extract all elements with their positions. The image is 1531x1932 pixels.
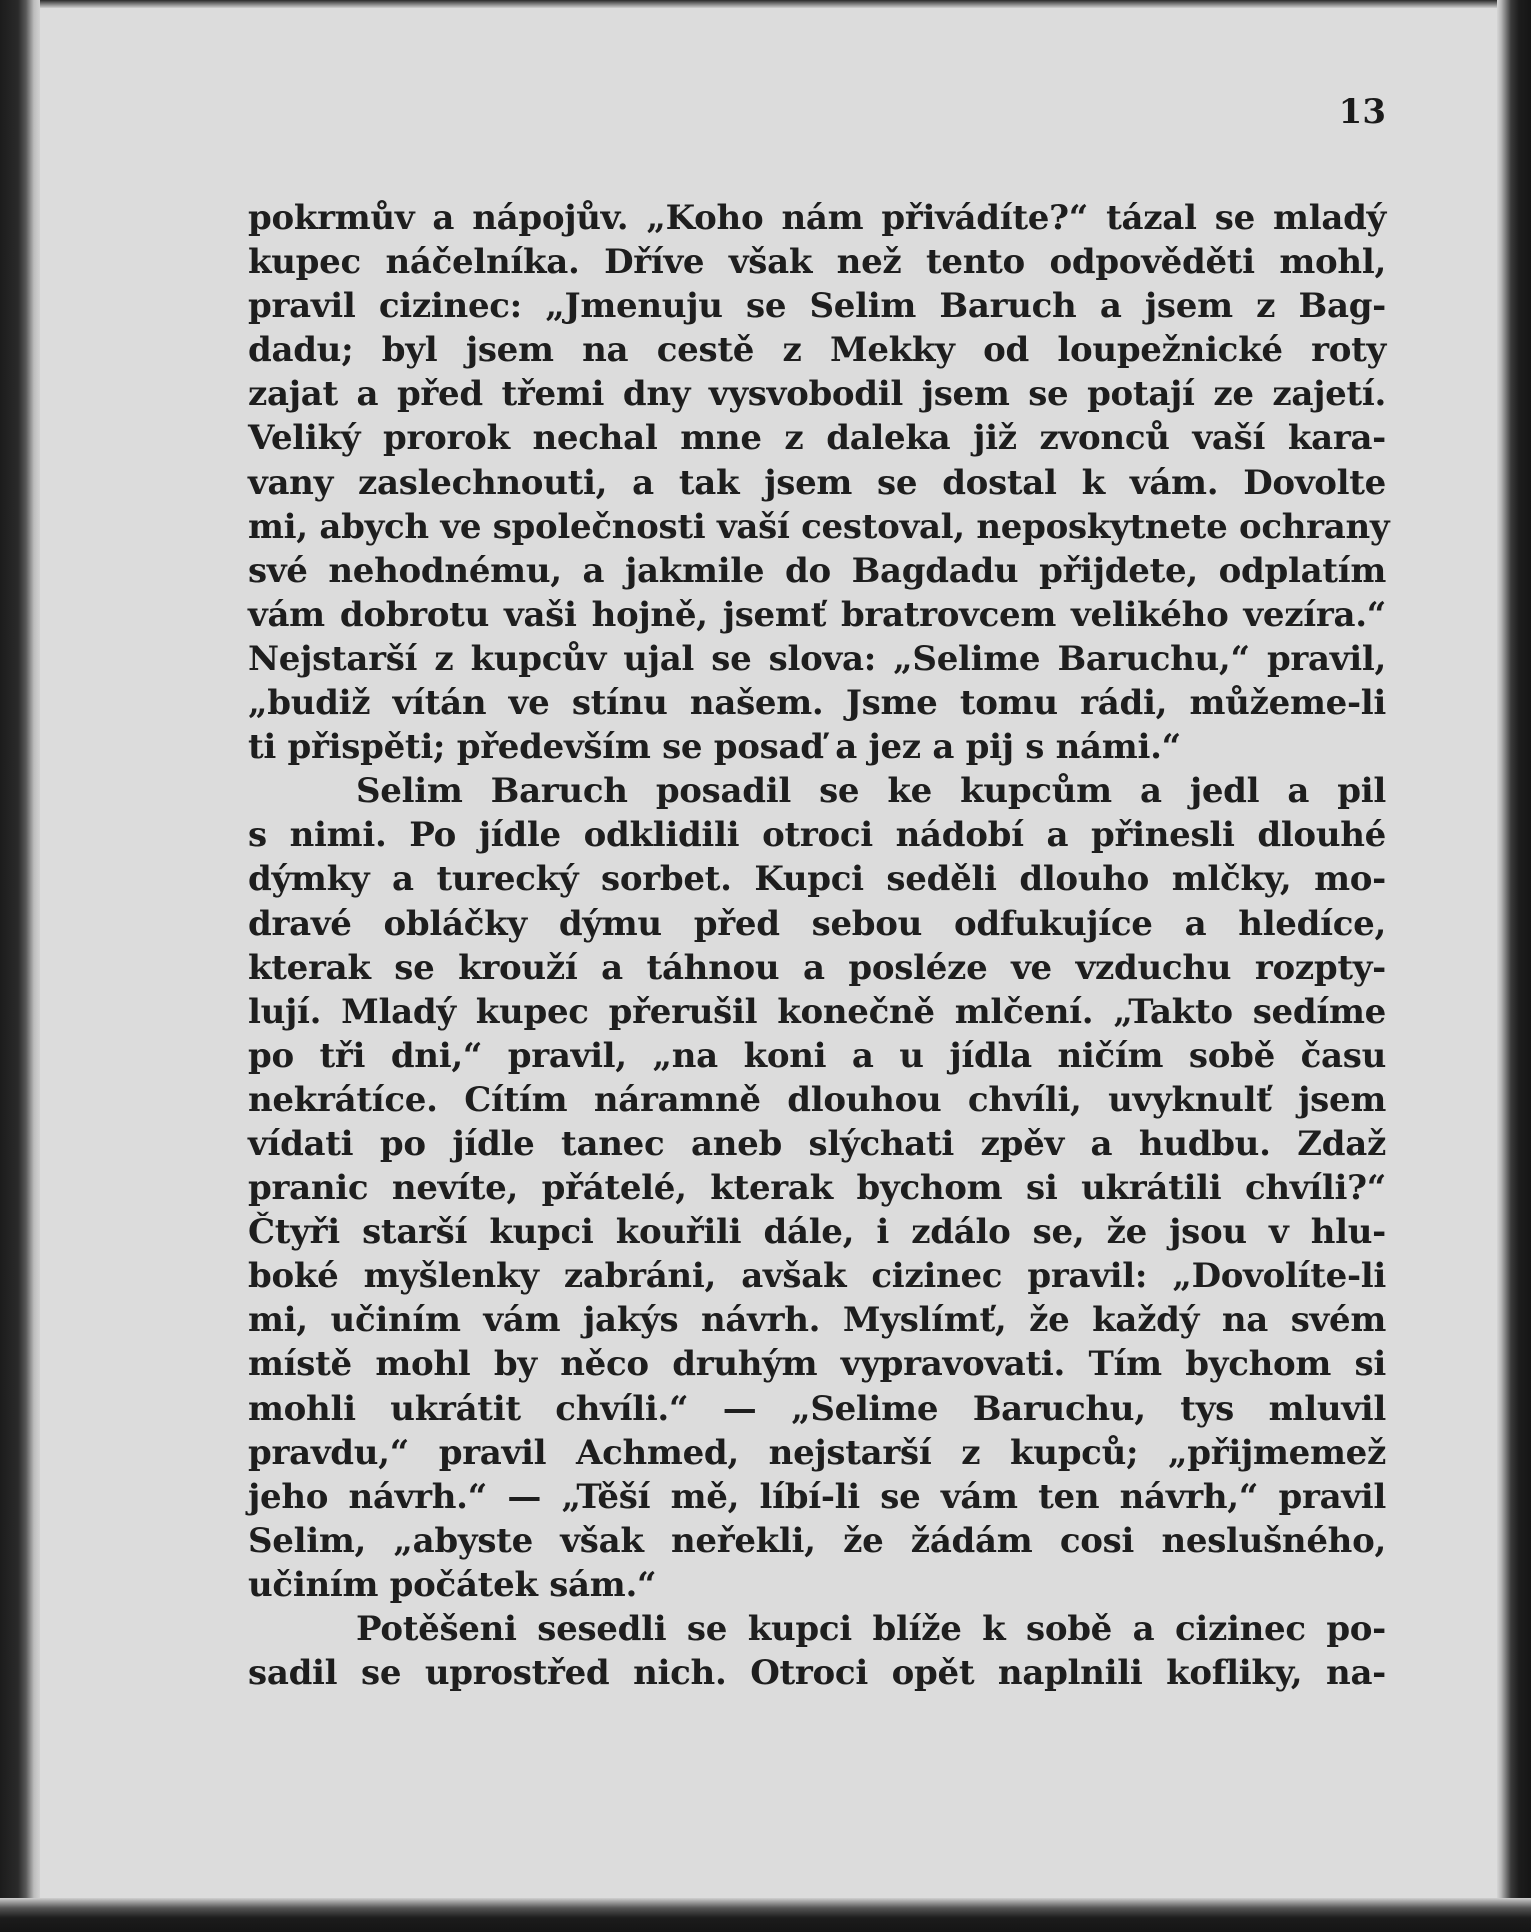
- text-line: lují. Mladý kupec přerušil konečně mlčení. „Takto sedíme: [248, 991, 1386, 1032]
- text-line: dadu; byl jsem na cestě z Mekky od loupežnické roty: [248, 330, 1386, 371]
- text-line: Selim, „abyste však neřekli, že žádám cosi neslušného,: [248, 1520, 1386, 1561]
- scan-border-top: [0, 0, 1531, 8]
- page-number: 13: [1338, 92, 1386, 132]
- scan-border-right: [1497, 0, 1531, 1932]
- text-line: po tři dni,“ pravil, „na koni a u jídla ničím sobě času: [248, 1035, 1386, 1076]
- text-line: Veliký prorok nechal mne z daleka již zvonců vaší kara-: [248, 418, 1386, 459]
- text-line: Selim Baruch posadil se ke kupcům a jedl a pil: [356, 771, 1386, 812]
- text-line: mi, učiním vám jakýs návrh. Myslímť, že každý na svém: [248, 1300, 1386, 1341]
- text-line: vany zaslechnouti, a tak jsem se dostal k vám. Dovolte: [248, 462, 1386, 503]
- scan-border-left: [0, 0, 40, 1932]
- text-line: Nejstarší z kupcův ujal se slova: „Selime Baruchu,“ pravil,: [248, 638, 1386, 679]
- text-line: vám dobrotu vaši hojně, jsemť bratrovcem velikého vezíra.“: [248, 594, 1386, 635]
- text-line: pravil cizinec: „Jmenuju se Selim Baruch a jsem z Bag-: [248, 286, 1386, 327]
- text-line: místě mohl by něco druhým vypravovati. Tím bychom si: [248, 1344, 1386, 1385]
- text-line: boké myšlenky zabráni, avšak cizinec pravil: „Dovolíte-li: [248, 1256, 1386, 1297]
- text-line: pokrmův a nápojův. „Koho nám přivádíte?“ tázal se mladý: [248, 198, 1386, 238]
- text-line: „budiž vítán ve stínu našem. Jsme tomu rádi, můžeme-li: [248, 683, 1386, 724]
- scan-border-bottom: [0, 1898, 1531, 1932]
- text-line: mi, abych ve společnosti vaší cestoval, neposkytnete ochrany: [248, 506, 1390, 547]
- text-line: Čtyři starší kupci kouřili dále, i zdálo se, že jsou v hlu-: [248, 1212, 1386, 1253]
- text-line: dýmky a turecký sorbet. Kupci seděli dlouho mlčky, mo-: [248, 859, 1386, 900]
- text-line: nekrátíce. Cítím náramně dlouhou chvíli, uvyknulť jsem: [248, 1079, 1386, 1120]
- text-line: kupec náčelníka. Dříve však než tento odpověděti mohl,: [248, 242, 1386, 283]
- text-line: zajat a před třemi dny vysvobodil jsem se potají ze zajetí.: [248, 374, 1386, 415]
- text-line: učiním počátek sám.“: [248, 1564, 657, 1605]
- text-line: jeho návrh.“ — „Těší mě, líbí-li se vám ten návrh,“ pravil: [248, 1476, 1386, 1517]
- text-body: [248, 196, 1390, 1695]
- text-line: Potěšeni sesedli se kupci blíže k sobě a cizinec po-: [356, 1609, 1386, 1649]
- text-line: s nimi. Po jídle odklidili otroci nádobí a přinesli dlouhé: [248, 815, 1386, 856]
- text-line: ti přispěti; především se posaď a jez a pij s námi.“: [248, 727, 1181, 768]
- text-line: sadil se uprostřed nich. Otroci opět naplnili kofliky, na-: [248, 1653, 1386, 1694]
- text-line: pravdu,“ pravil Achmed, nejstarší z kupců; „přijmemež: [248, 1432, 1386, 1473]
- text-line: vídati po jídle tanec aneb slýchati zpěv a hudbu. Zdaž: [248, 1123, 1386, 1164]
- text-line: pranic nevíte, přátelé, kterak bychom si ukrátili chvíli?“: [248, 1168, 1386, 1209]
- text-line: mohli ukrátit chvíli.“ — „Selime Baruchu, tys mluvil: [248, 1388, 1386, 1429]
- text-line: své nehodnému, a jakmile do Bagdadu přijdete, odplatím: [248, 550, 1386, 591]
- text-line: kterak se krouží a táhnou a posléze ve vzduchu rozpty-: [248, 947, 1386, 988]
- text-line: dravé obláčky dýmu před sebou odfukujíce a hledíce,: [248, 903, 1386, 944]
